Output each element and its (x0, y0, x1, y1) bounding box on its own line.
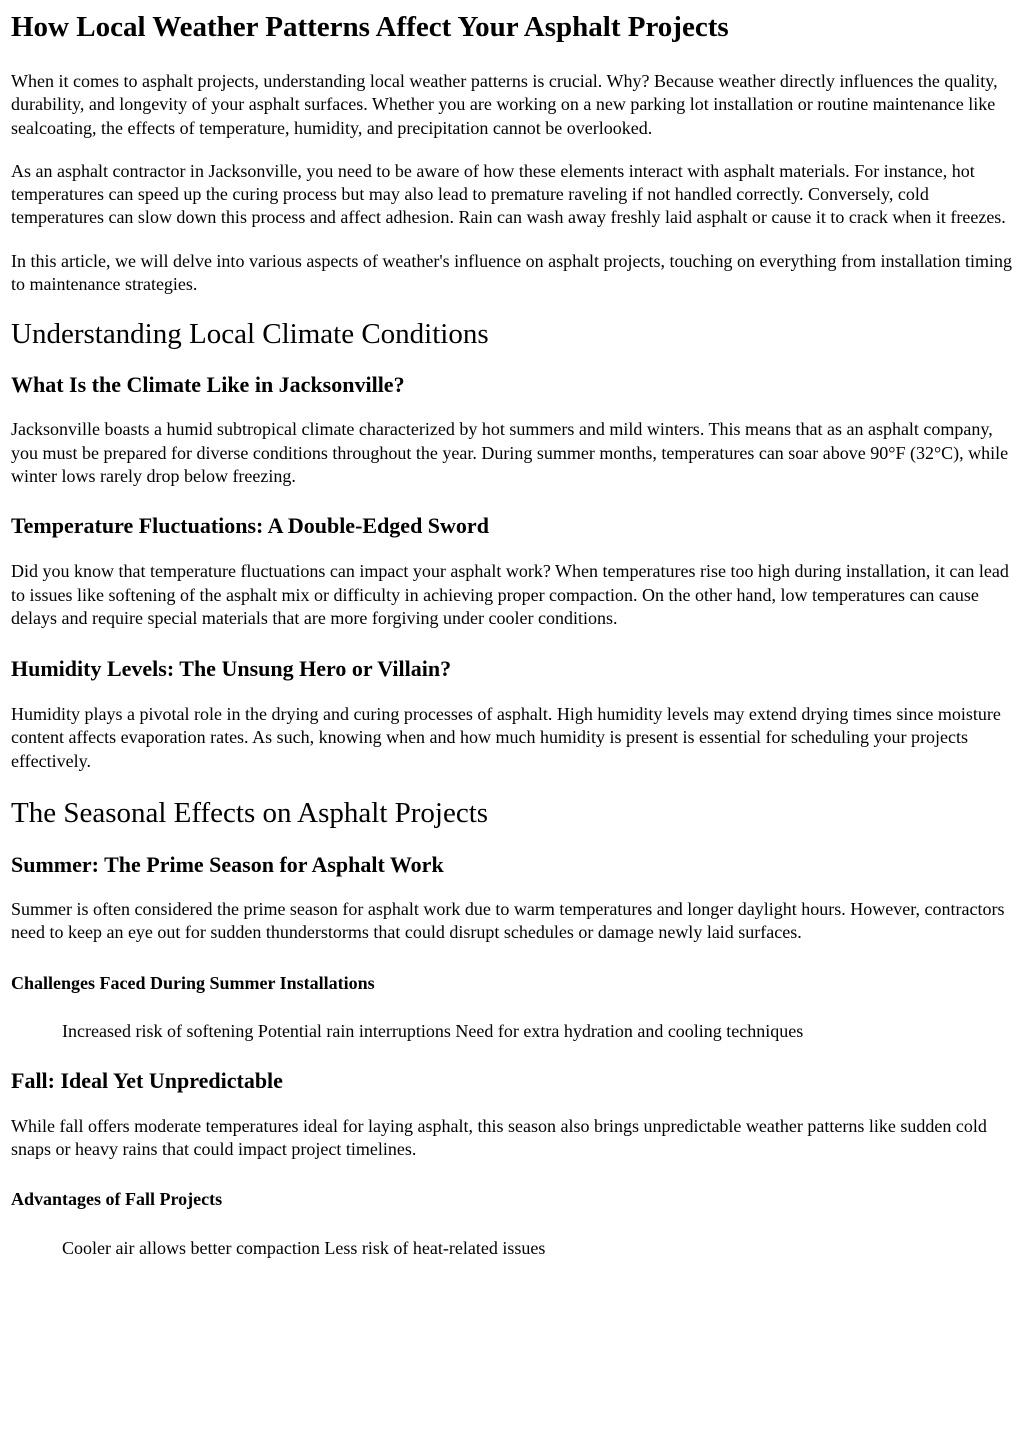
subheading-jacksonville-climate: What Is the Climate Like in Jacksonville? (11, 372, 405, 398)
subheading-fall-advantages: Advantages of Fall Projects (11, 1189, 223, 1210)
summer-challenges-list: Increased risk of softening Potential rain interruptions Need for extra hydration and cooling techniques (62, 1020, 804, 1041)
subheading-summer: Summer: The Prime Season for Asphalt Work (11, 852, 444, 878)
intro-paragraph-2: As an asphalt contractor in Jacksonville, you need to be aware of how these elements interact with asphalt materials. For instance, hot temperatures can speed up the curing process but may also lead to premature raveling if not handled correctly. Conversely, cold temperatures can slow down this process and affect adhesion. Rain can wash away freshly laid asphalt or cause it to crack when it freezes. (11, 160, 1006, 228)
subheading-temperature: Temperature Fluctuations: A Double-Edged Sword (11, 513, 489, 539)
intro-paragraph-3: In this article, we will delve into various aspects of weather's influence on asphalt projects, touching on everything from installation timing to maintenance strategies. (11, 250, 1012, 295)
intro-paragraph-1: When it comes to asphalt projects, understanding local weather patterns is crucial. Why? Because weather directly influences the quality, durability, and longevity of your asphalt surfaces. Whether you are working on a new parking lot installation or routine maintenance like sealcoating, the effects of temperature, humidity, and precipitation cannot be overlooked. (11, 71, 998, 138)
subheading-summer-challenges: Challenges Faced During Summer Installations (11, 972, 375, 993)
fall-paragraph: While fall offers moderate temperatures ideal for laying asphalt, this season also brings unpredictable weather patterns like sudden cold snaps or heavy rains that could impact project timelines. (11, 1115, 987, 1159)
article-title: How Local Weather Patterns Affect Your Asphalt Projects (11, 11, 729, 43)
humidity-paragraph: Humidity plays a pivotal role in the drying and curing processes of asphalt. High humidity levels may extend drying times since moisture content affects evaporation rates. As such, knowing when and how much humidity is present is essential for scheduling your projects effectively. (11, 704, 1001, 771)
fall-advantages-list: Cooler air allows better compaction Less risk of heat-related issues (62, 1238, 546, 1259)
subheading-humidity: Humidity Levels: The Unsung Hero or Villain? (11, 656, 452, 682)
summer-paragraph: Summer is often considered the prime season for asphalt work due to warm temperatures and longer daylight hours. However, contractors need to keep an eye out for sudden thunderstorms that could disrupt schedules or damage newly laid surfaces. (11, 899, 1005, 943)
climate-paragraph: Jacksonville boasts a humid subtropical climate characterized by hot summers and mild winters. This means that as an asphalt company, you must be prepared for diverse conditions throughout the year. During summer months, temperatures can soar above 90°F (32°C), while winter lows rarely drop below freezing. (11, 419, 1009, 486)
subheading-fall: Fall: Ideal Yet Unpredictable (11, 1067, 283, 1093)
article (0, 10, 1024, 1260)
section-heading-seasonal: The Seasonal Effects on Asphalt Projects (11, 797, 489, 830)
section-heading-climate: Understanding Local Climate Conditions (11, 318, 489, 351)
temperature-paragraph: Did you know that temperature fluctuations can impact your asphalt work? When temperatures rise too high during installation, it can lead to issues like softening of the asphalt mix or difficulty in achieving proper compaction. On the other hand, low temperatures can cause delays and require special materials that are more forgiving under cooler conditions. (11, 561, 1009, 628)
